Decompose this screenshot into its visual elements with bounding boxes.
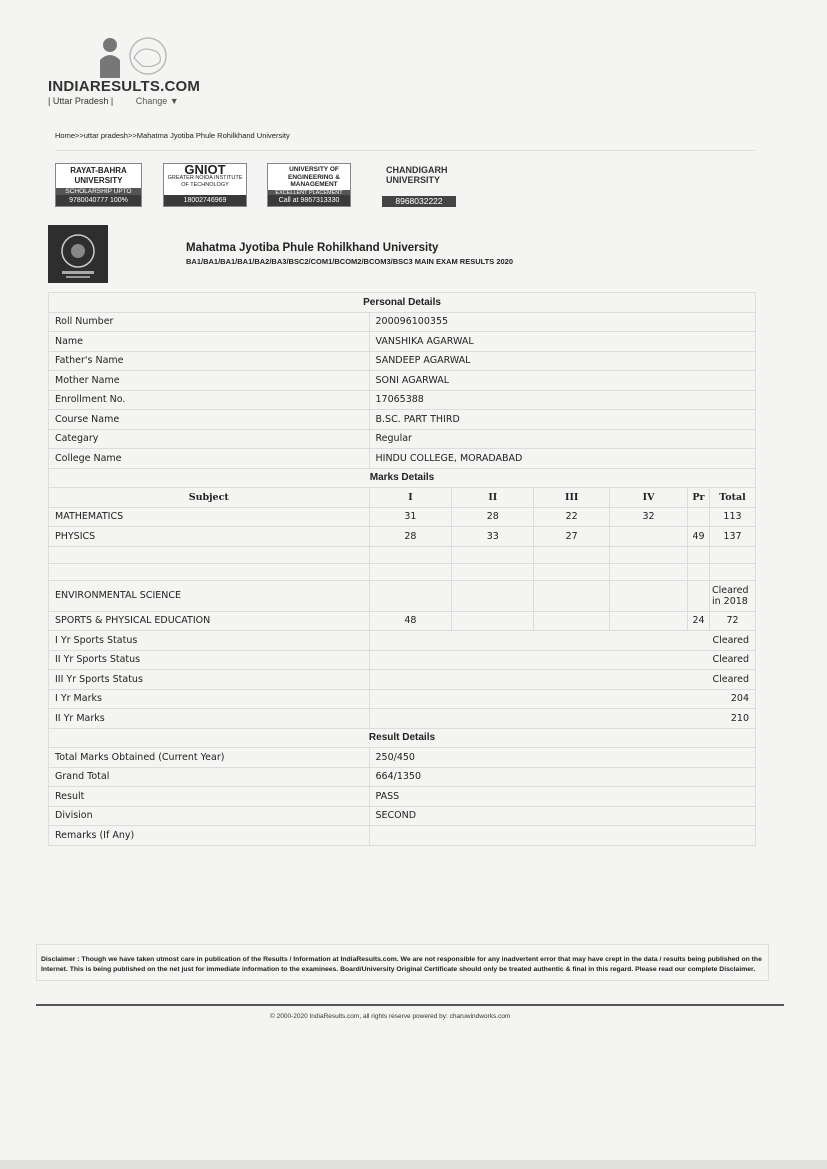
ad-phone: 8968032222 <box>382 196 456 207</box>
table-row <box>49 312 756 332</box>
marks-details-heading: Marks Details <box>49 468 756 488</box>
table-row <box>49 650 756 670</box>
ad-phone: 18002746969 <box>164 195 246 206</box>
ad-title: UNIVERSITY OF ENGINEERING & MANAGEMENT <box>287 166 340 188</box>
field-label: I Yr Sports Status <box>49 631 370 651</box>
total-cell: Cleared in 2018 <box>709 580 755 611</box>
total-cell: 137 <box>709 527 755 547</box>
ad-phone: Call at 9867313330 <box>268 195 350 206</box>
field-value: SANDEEP AGARWAL <box>369 351 756 371</box>
field-label: Roll Number <box>49 312 370 332</box>
field-label: Remarks (If Any) <box>49 826 370 846</box>
mark-cell: 27 <box>534 527 610 547</box>
mark-cell: 33 <box>452 527 534 547</box>
table-row <box>49 806 756 826</box>
field-label: Father's Name <box>49 351 370 371</box>
field-label: Division <box>49 806 370 826</box>
field-value: SECOND <box>369 806 756 826</box>
table-row <box>49 580 756 611</box>
ad-phone: 9780040777 100% <box>56 195 141 206</box>
field-label: Grand Total <box>49 767 370 787</box>
column-header: Total <box>709 488 755 508</box>
field-value: Cleared <box>369 650 756 670</box>
table-row <box>49 787 756 807</box>
column-header: I <box>369 488 452 508</box>
ad-title: CHANDIGARH UNIVERSITY <box>386 165 448 185</box>
disclaimer-text: Disclaimer : Though we have taken utmost care in publication of the Results / Information at IndiaResults.com. We are not responsible for any inadvertent error that may have crept in the data / results being published on the Internet. This is being published on the net just for immediate information to the examinees. Board/University Original Certificate should only be treated authentic & final in this regard. Please read our complete Disclaimer. <box>36 944 769 981</box>
table-row <box>49 767 756 787</box>
mark-cell <box>688 507 710 527</box>
field-label: II Yr Sports Status <box>49 650 370 670</box>
result-table <box>48 292 756 846</box>
table-row <box>49 670 756 690</box>
ad-subtitle: GREATER NOIDA INSTITUTE OF TECHNOLOGY <box>167 175 243 188</box>
table-row <box>49 351 756 371</box>
table-row <box>49 332 756 352</box>
table-row <box>49 449 756 469</box>
mark-cell: 24 <box>688 611 710 631</box>
column-header: II <box>452 488 534 508</box>
field-label: III Yr Sports Status <box>49 670 370 690</box>
field-label: Categary <box>49 429 370 449</box>
ad-subtitle: EXCELLENT PLACEMENT <box>268 190 350 196</box>
table-row <box>49 709 756 729</box>
university-emblem-icon <box>48 225 108 283</box>
ad-title: RAYAT-BAHRA UNIVERSITY <box>70 166 127 185</box>
field-label: I Yr Marks <box>49 689 370 709</box>
table-row <box>49 611 756 631</box>
ad-subtitle: SCHOLARSHIP UPTO <box>56 188 141 195</box>
scan-edge <box>0 1160 827 1169</box>
result-details-heading: Result Details <box>49 728 756 748</box>
ad-banner-rayat-bahra[interactable] <box>55 163 142 207</box>
subject-name: PHYSICS <box>49 527 370 547</box>
column-header: Subject <box>49 488 370 508</box>
table-row <box>49 527 756 547</box>
field-label: College Name <box>49 449 370 469</box>
mark-cell: 48 <box>369 611 452 631</box>
field-value: VANSHIKA AGARWAL <box>369 332 756 352</box>
field-value: 210 <box>369 709 756 729</box>
state-selector <box>48 96 179 106</box>
indiaresults-logo-icon[interactable] <box>96 36 174 78</box>
subject-name: SPORTS & PHYSICAL EDUCATION <box>49 611 370 631</box>
exam-title: BA1/BA1/BA1/BA1/BA2/BA3/BSC2/COM1/BCOM2/BCOM3/BSC3 MAIN EXAM RESULTS 2020 <box>186 257 514 266</box>
field-label: Name <box>49 332 370 352</box>
field-value: 200096100355 <box>369 312 756 332</box>
field-value: 250/450 <box>369 748 756 768</box>
column-header: III <box>534 488 610 508</box>
copyright-footer: © 2000-2020 IndiaResults.com, all rights reserve powered by: charuwindworks.com <box>270 1013 511 1020</box>
field-label: Mother Name <box>49 371 370 391</box>
column-header: Pr <box>688 488 710 508</box>
field-label: Total Marks Obtained (Current Year) <box>49 748 370 768</box>
mark-cell: 31 <box>369 507 452 527</box>
table-row <box>49 390 756 410</box>
table-row <box>49 631 756 651</box>
mark-cell: 28 <box>452 507 534 527</box>
field-value: PASS <box>369 787 756 807</box>
total-cell: 113 <box>709 507 755 527</box>
field-label: Result <box>49 787 370 807</box>
column-header: IV <box>610 488 688 508</box>
site-brand[interactable]: INDIARESULTS.COM <box>48 78 201 95</box>
breadcrumb[interactable]: Home>>uttar pradesh>>Mahatma Jyotiba Phule Rohilkhand University <box>55 131 290 140</box>
field-label: Enrollment No. <box>49 390 370 410</box>
field-value: 664/1350 <box>369 767 756 787</box>
field-value <box>369 826 756 846</box>
personal-details-heading: Personal Details <box>49 293 756 313</box>
field-label: II Yr Marks <box>49 709 370 729</box>
marks-header-row <box>49 488 756 508</box>
field-value: Cleared <box>369 670 756 690</box>
mark-cell: 49 <box>688 527 710 547</box>
field-value: SONI AGARWAL <box>369 371 756 391</box>
mark-cell <box>610 527 688 547</box>
table-row <box>49 689 756 709</box>
university-name: Mahatma Jyotiba Phule Rohilkhand University <box>186 242 439 254</box>
mark-cell: 28 <box>369 527 452 547</box>
mark-cell: 32 <box>610 507 688 527</box>
field-value: Regular <box>369 429 756 449</box>
ad-banner-chandigarh[interactable] <box>372 163 456 207</box>
subject-name: ENVIRONMENTAL SCIENCE <box>49 580 370 611</box>
empty-row <box>49 563 756 580</box>
field-label: Course Name <box>49 410 370 430</box>
table-row <box>49 826 756 846</box>
empty-row <box>49 546 756 563</box>
table-row <box>49 371 756 391</box>
divider <box>55 150 755 151</box>
subject-name: MATHEMATICS <box>49 507 370 527</box>
change-state-link[interactable]: Change ▼ <box>135 96 179 106</box>
field-value: B.SC. PART THIRD <box>369 410 756 430</box>
field-value: 204 <box>369 689 756 709</box>
divider <box>36 1004 784 1006</box>
total-cell: 72 <box>709 611 755 631</box>
ad-title: GNIOT <box>184 163 226 177</box>
table-row <box>49 429 756 449</box>
state-label: | Uttar Pradesh | <box>48 96 114 106</box>
ad-banner-gniot[interactable] <box>163 163 247 207</box>
field-value: 17065388 <box>369 390 756 410</box>
ad-banner-uem[interactable] <box>267 163 351 207</box>
field-value: HINDU COLLEGE, MORADABAD <box>369 449 756 469</box>
mark-cell: 22 <box>534 507 610 527</box>
table-row <box>49 748 756 768</box>
table-row <box>49 410 756 430</box>
table-row <box>49 507 756 527</box>
field-value: Cleared <box>369 631 756 651</box>
